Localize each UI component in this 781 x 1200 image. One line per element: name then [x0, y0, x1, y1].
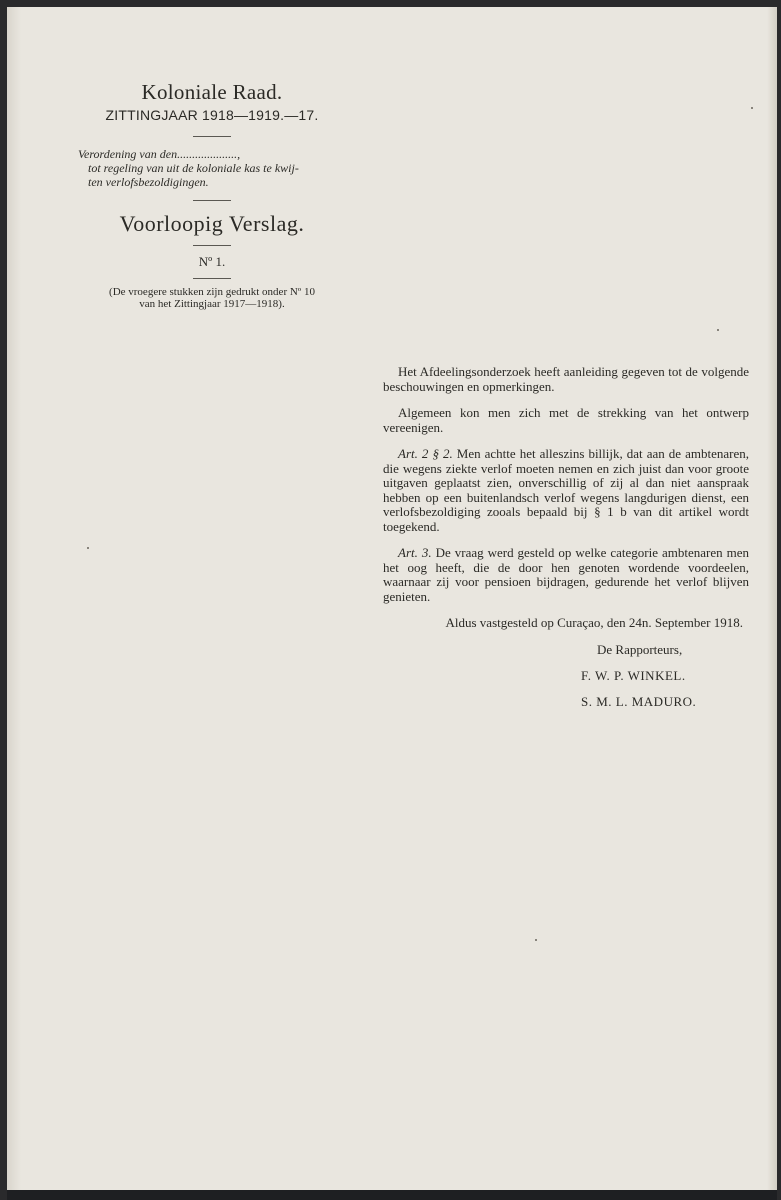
paper-speck	[717, 329, 719, 331]
header-block	[77, 79, 347, 310]
divider-rule	[193, 278, 231, 279]
divider-rule	[193, 200, 231, 201]
session-year: ZITTINGJAAR 1918—1919.—17.	[105, 107, 319, 123]
paragraph-4	[383, 546, 749, 604]
note-line-1: (De vroegere stukken zijn gedrukt onder Nº 10	[109, 286, 315, 298]
scan-border-bottom	[7, 1190, 777, 1200]
page-gutter	[7, 7, 21, 1190]
ordinance-line-2: tot regeling van uit de koloniale kas te kwij-	[88, 161, 299, 175]
report-body	[383, 365, 749, 721]
council-title: Koloniale Raad.	[141, 80, 283, 104]
divider-rule	[193, 136, 231, 137]
article-text: De vraag werd gesteld op welke categorie ambtenaren men het oog heeft, die de door hen genoten wordende voordeelen, waarnaar zij voor pensioen bijdragen, gedurende het verlof blijven genieten.	[383, 545, 749, 604]
paragraph-1: Het Afdeelingsonderzoek heeft aanleiding gegeven tot de volgende beschouwingen en opmerkingen.	[383, 364, 749, 394]
adoption-date: Aldus vastgesteld op Curaçao, den 24n. September 1918.	[445, 615, 743, 630]
document-page	[7, 7, 777, 1190]
article-label: Art. 2 § 2.	[398, 446, 453, 461]
paragraph-2: Algemeen kon men zich met de strekking van het ontwerp vereenigen.	[383, 405, 749, 435]
paper-speck	[87, 547, 89, 549]
article-text: Men achtte het alleszins billijk, dat aan de ambtenaren, die wegens ziekte verlof moeten nemen en zich juist dan voor groote uitgaven geplaatst zien, onverschillig of zij al dan niet aanspraak hebben op een buitenlandsch verlof wegens langdurigen dienst, een verlofsbezoldiging zooals bepaald bij § 1 b van dit artikel wordt toegekend.	[383, 446, 749, 534]
report-title: Voorloopig Verslag.	[119, 211, 305, 236]
document-number: Nº 1.	[198, 254, 226, 269]
note-line-2: van het Zittingjaar 1917—1918).	[139, 298, 285, 310]
paper-speck	[535, 939, 537, 941]
ordinance-description	[78, 147, 347, 189]
paragraph-3	[383, 447, 749, 534]
divider-rule	[193, 245, 231, 246]
paper-speck	[751, 107, 753, 109]
ordinance-line-3: ten verlofsbezoldigingen.	[88, 175, 209, 189]
rapporteur-name-2: S. M. L. MADURO.	[581, 693, 697, 709]
signature-block	[383, 616, 749, 709]
article-label: Art. 3.	[398, 545, 432, 560]
ordinance-line-1: Verordening van den....................,	[78, 147, 241, 161]
rapporteurs-label: De Rapporteurs,	[597, 641, 683, 657]
rapporteur-name-1: F. W. P. WINKEL.	[581, 668, 686, 683]
page-right-edge	[767, 7, 777, 1190]
